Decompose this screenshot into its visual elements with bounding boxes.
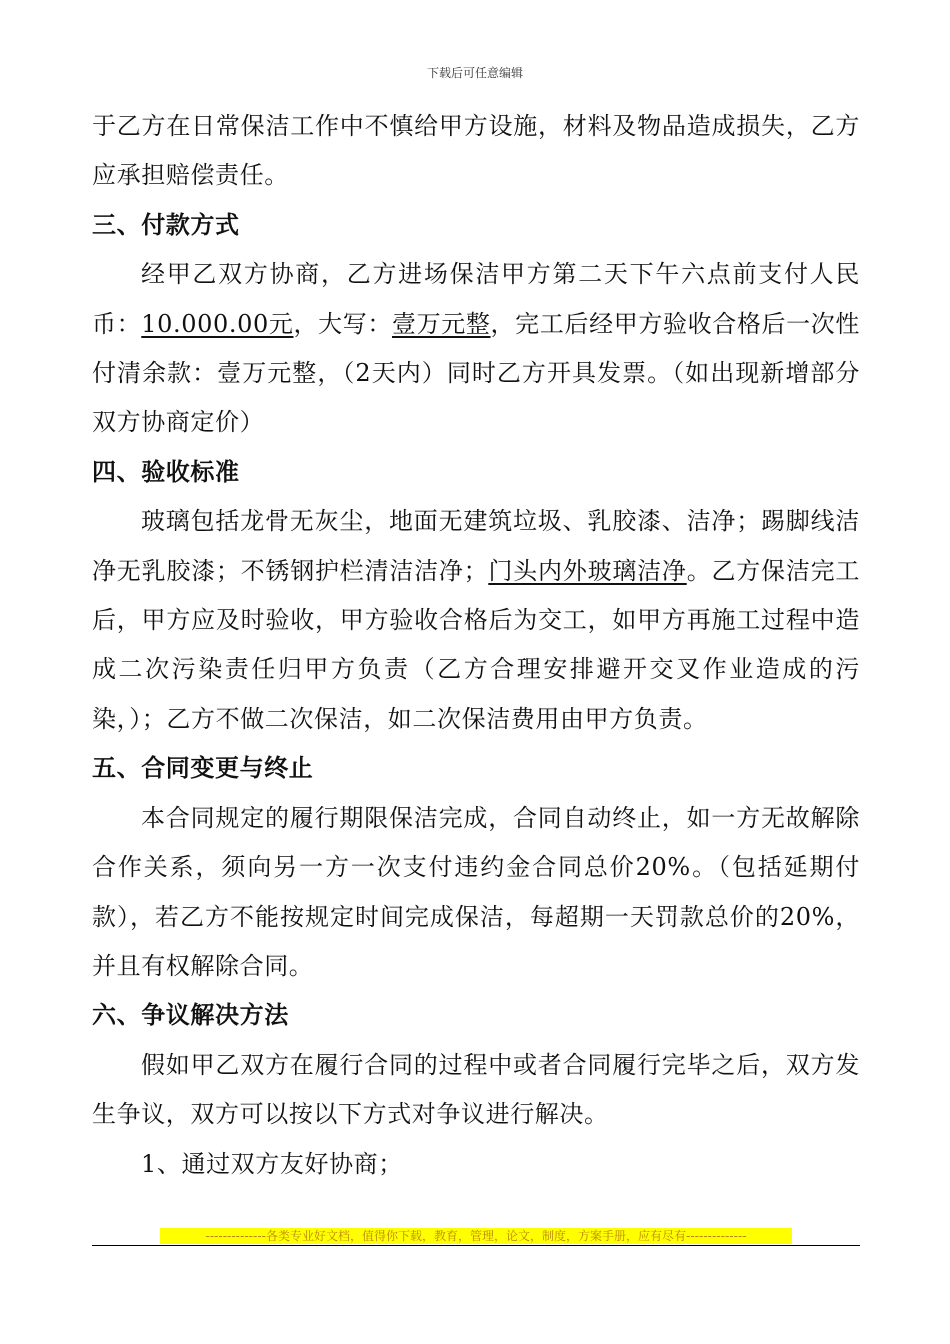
payment-text-a: 经甲乙双方协商，乙方进场保洁甲方第二天下午六点前支付人民币：	[92, 260, 860, 338]
section-heading-acceptance: 四、验收标准	[92, 457, 240, 486]
page-header: 下载后可任意编辑	[426, 66, 523, 80]
acceptance-underlined: 门头内外玻璃洁净	[488, 556, 687, 585]
acceptance-text-b: 。乙方保洁完工后，甲方应及时验收，甲方验收合格后为交工，如甲方再施工过程中造成二次污染责任归甲方负责（乙方合理安排避开交叉作业造成的污染，）；乙方不做二次保洁，如二次保洁费用由甲方负责。	[92, 556, 860, 733]
footer-divider	[92, 1245, 860, 1246]
payment-amount: 10.000.00元	[141, 309, 294, 338]
paragraph-payment	[92, 250, 860, 448]
footer-banner: --------------各类专业好文档，值得你下载，教育，管理，论文，制度，方案手册，应有尽有--------------	[160, 1228, 792, 1244]
payment-text-b: ，大写：	[293, 309, 393, 338]
document-body	[92, 102, 860, 1189]
paragraph-continuation: 于乙方在日常保洁工作中不慎给甲方设施，材料及物品造成损失，乙方应承担赔偿责任。	[92, 112, 860, 190]
paragraph-dispute-item-1: 1、通过双方友好协商；	[141, 1149, 403, 1178]
section-heading-termination: 五、合同变更与终止	[92, 754, 314, 783]
payment-text-c: ，完工后经甲方验收合格后一次性付清余款：壹万元整，（2天内）同时乙方开具发票。（如出现新增部分双方协商定价）	[92, 309, 860, 437]
section-heading-payment: 三、付款方式	[92, 210, 240, 239]
acceptance-text-a: 玻璃包括龙骨无灰尘，地面无建筑垃圾、乳胶漆、洁净；踢脚线洁净无乳胶漆；不锈钢护栏清洁洁净；	[92, 507, 860, 585]
section-heading-dispute: 六、争议解决方法	[92, 1001, 289, 1030]
payment-amount-words: 壹万元整	[392, 309, 491, 338]
paragraph-acceptance	[92, 497, 860, 744]
paragraph-termination: 本合同规定的履行期限保洁完成，合同自动终止，如一方无故解除合作关系，须向另一方一次支付违约金合同总价20%。（包括延期付款），若乙方不能按规定时间完成保洁，每超期一天罚款总价的20%，并且有权解除合同。	[92, 803, 860, 980]
paragraph-dispute: 假如甲乙双方在履行合同的过程中或者合同履行完毕之后，双方发生争议，双方可以按以下方式对争议进行解决。	[92, 1050, 860, 1129]
